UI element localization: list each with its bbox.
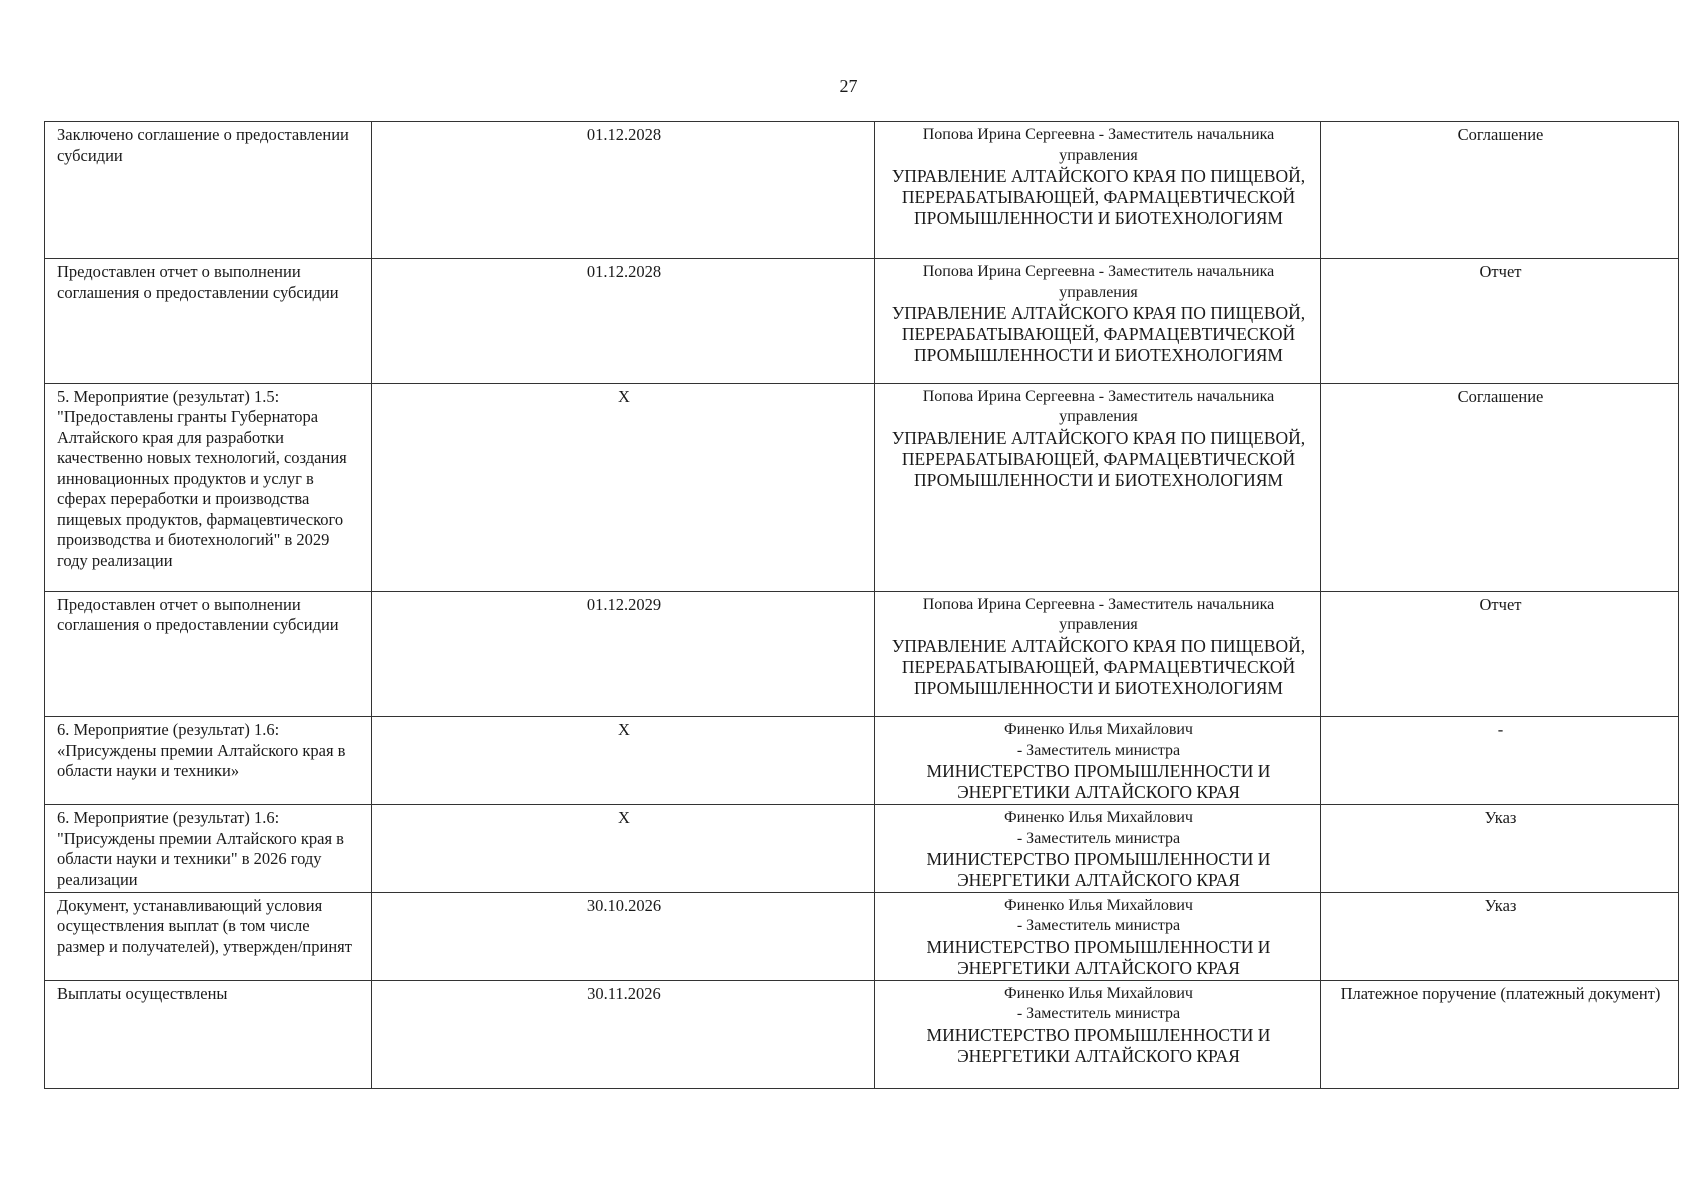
- responsible-cell: [875, 717, 1321, 805]
- responsible-position: - Заместитель министра: [1016, 741, 1181, 759]
- responsible-cell: [875, 122, 1321, 259]
- page-number: 27: [839, 76, 858, 96]
- date-cell: 30.11.2026: [372, 980, 875, 1088]
- responsible-organization: МИНИСТЕРСТВО ПРОМЫШЛЕННОСТИ И ЭНЕРГЕТИКИ АЛТАЙСКОГО КРАЯ: [926, 849, 1271, 891]
- table-row: [45, 122, 1679, 259]
- event-name-cell: 6. Мероприятие (результат) 1.6: "Присуждены премии Алтайского края в области науки и техники" в 2026 году реализации: [45, 805, 372, 893]
- responsible-organization: УПРАВЛЕНИЕ АЛТАЙСКОГО КРАЯ ПО ПИЩЕВОЙ, ПЕРЕРАБАТЫВАЮЩЕЙ, ФАРМАЦЕВТИЧЕСКОЙ ПРОМЫШЛЕННОСТИ И БИОТЕХНОЛОГИЯМ: [891, 635, 1306, 698]
- document-cell: -: [1321, 717, 1679, 805]
- event-name-cell: Предоставлен отчет о выполнении соглашения о предоставлении субсидии: [45, 259, 372, 383]
- event-name-cell: 5. Мероприятие (результат) 1.5: "Предоставлены гранты Губернатора Алтайского края для разработки качественно новых технологий, создания инновационных продуктов и услуг в сферах переработки и производства пищевых продуктов, фармацевтического производства и биотехнологий" в 2029 году реализации: [45, 383, 372, 591]
- table-row: [45, 259, 1679, 383]
- responsible-organization: МИНИСТЕРСТВО ПРОМЫШЛЕННОСТИ И ЭНЕРГЕТИКИ АЛТАЙСКОГО КРАЯ: [926, 1024, 1271, 1066]
- document-cell: Платежное поручение (платежный документ): [1321, 980, 1679, 1088]
- table-row: [45, 805, 1679, 893]
- responsible-organization: УПРАВЛЕНИЕ АЛТАЙСКОГО КРАЯ ПО ПИЩЕВОЙ, ПЕРЕРАБАТЫВАЮЩЕЙ, ФАРМАЦЕВТИЧЕСКОЙ ПРОМЫШЛЕННОСТИ И БИОТЕХНОЛОГИЯМ: [891, 303, 1306, 366]
- responsible-person: Попова Ирина Сергеевна - Заместитель начальника управления: [922, 263, 1275, 301]
- table-row: [45, 591, 1679, 716]
- responsible-person: Попова Ирина Сергеевна - Заместитель начальника управления: [922, 126, 1275, 164]
- date-cell: 01.12.2028: [372, 259, 875, 383]
- date-cell: 30.10.2026: [372, 892, 875, 980]
- responsible-person: Попова Ирина Сергеевна - Заместитель начальника управления: [922, 595, 1275, 634]
- date-cell: 01.12.2029: [372, 591, 875, 716]
- responsible-person: Финенко Илья Михайлович: [1004, 984, 1193, 1002]
- date-cell: 01.12.2028: [372, 122, 875, 259]
- responsible-cell: [875, 892, 1321, 980]
- responsible-cell: [875, 980, 1321, 1088]
- responsible-person: Финенко Илья Михайлович: [1004, 896, 1193, 914]
- responsible-organization: УПРАВЛЕНИЕ АЛТАЙСКОГО КРАЯ ПО ПИЩЕВОЙ, ПЕРЕРАБАТЫВАЮЩЕЙ, ФАРМАЦЕВТИЧЕСКОЙ ПРОМЫШЛЕННОСТИ И БИОТЕХНОЛОГИЯМ: [891, 427, 1306, 490]
- responsible-person: Финенко Илья Михайлович: [1004, 721, 1193, 739]
- event-name-cell: Заключено соглашение о предоставлении субсидии: [45, 122, 372, 259]
- event-name-cell: Предоставлен отчет о выполнении соглашения о предоставлении субсидии: [45, 591, 372, 716]
- responsible-organization: УПРАВЛЕНИЕ АЛТАЙСКОГО КРАЯ ПО ПИЩЕВОЙ, ПЕРЕРАБАТЫВАЮЩЕЙ, ФАРМАЦЕВТИЧЕСКОЙ ПРОМЫШЛЕННОСТИ И БИОТЕХНОЛОГИЯМ: [891, 166, 1306, 228]
- event-name-cell: Выплаты осуществлены: [45, 980, 372, 1088]
- event-name-cell: 6. Мероприятие (результат) 1.6: «Присуждены премии Алтайского края в области науки и техники»: [45, 717, 372, 805]
- responsible-cell: [875, 383, 1321, 591]
- responsible-person: Попова Ирина Сергеевна - Заместитель начальника управления: [922, 387, 1275, 426]
- document-cell: Указ: [1321, 805, 1679, 893]
- responsible-person: Финенко Илья Михайлович: [1004, 809, 1193, 827]
- document-cell: Отчет: [1321, 259, 1679, 383]
- document-cell: Соглашение: [1321, 383, 1679, 591]
- responsible-position: - Заместитель министра: [1016, 829, 1181, 847]
- table-row: [45, 980, 1679, 1088]
- date-cell: X: [372, 383, 875, 591]
- date-cell: X: [372, 717, 875, 805]
- responsible-cell: [875, 805, 1321, 893]
- document-cell: Указ: [1321, 892, 1679, 980]
- responsible-position: - Заместитель министра: [1016, 917, 1181, 935]
- responsible-organization: МИНИСТЕРСТВО ПРОМЫШЛЕННОСТИ И ЭНЕРГЕТИКИ АЛТАЙСКОГО КРАЯ: [926, 761, 1271, 803]
- document-cell: Соглашение: [1321, 122, 1679, 259]
- table-row: [45, 717, 1679, 805]
- table-row: [45, 892, 1679, 980]
- responsible-cell: [875, 259, 1321, 383]
- plan-table: [44, 121, 1679, 1089]
- responsible-cell: [875, 591, 1321, 716]
- responsible-organization: МИНИСТЕРСТВО ПРОМЫШЛЕННОСТИ И ЭНЕРГЕТИКИ АЛТАЙСКОГО КРАЯ: [926, 936, 1271, 978]
- responsible-position: - Заместитель министра: [1016, 1005, 1181, 1023]
- document-cell: Отчет: [1321, 591, 1679, 716]
- table-row: [45, 383, 1679, 591]
- date-cell: X: [372, 805, 875, 893]
- event-name-cell: Документ, устанавливающий условия осуществления выплат (в том числе размер и получателей), утвержден/принят: [45, 892, 372, 980]
